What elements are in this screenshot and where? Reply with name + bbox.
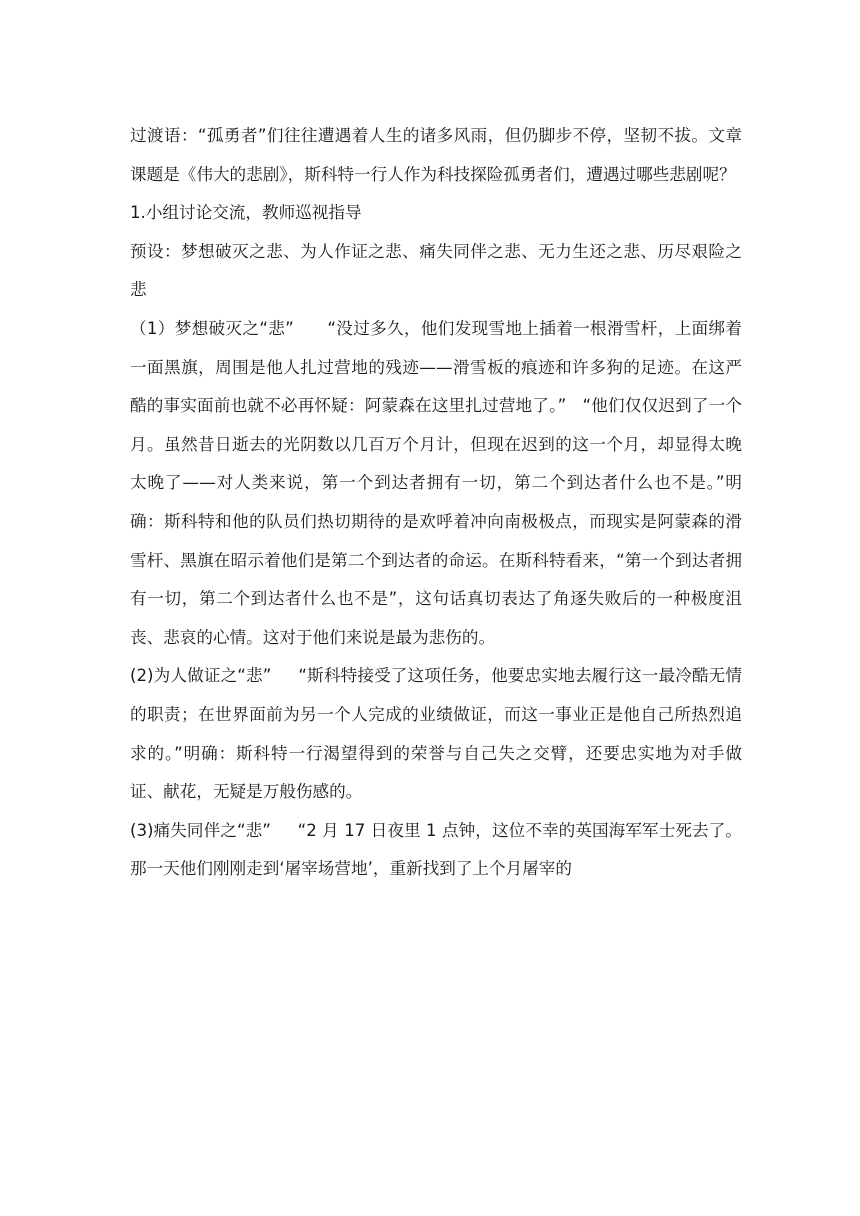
- document-body: [130, 117, 742, 889]
- paragraph-group-discussion: 1.小组讨论交流，教师巡视指导: [130, 203, 362, 223]
- paragraph-transition: 过渡语：“孤勇者”们往往遭遇着人生的诸多风雨，但仍脚步不停，坚韧不拔。文章课题是《伟大的悲剧》，斯科特一行人作为科技探险孤勇者们，遭遇过哪些悲剧呢？: [130, 126, 742, 184]
- paragraph-losing-companion: (3)痛失同伴之“悲” “2 月 17 日夜里 1 点钟，这位不幸的英国海军军士死去了。那一天他们刚刚走到‘屠宰场营地’，重新找到了上个月屠宰的: [130, 820, 742, 879]
- paragraph-preset: 预设：梦想破灭之悲、为人作证之悲、痛失同伴之悲、无力生还之悲、历尽艰险之悲: [130, 241, 742, 300]
- paragraph-dream-shattered: （1）梦想破灭之“悲” “没过多久，他们发现雪地上插着一根滑雪杆，上面绑着一面黑旗，周围是他人扎过营地的残迹——滑雪板的痕迹和许多狗的足迹。在这严酷的事实面前也就不必再怀疑：阿蒙森在这里扎过营地了。” “他们仅仅迟到了一个月。虽然昔日逝去的光阴数以几百万个月计，但现在迟到的这一个月，却显得太晚太晚了——对人类来说，第一个到达者拥有一切，第二个到达者什么也不是。”明确：斯科特和他的队员们热切期待的是欢呼着冲向南极极点，而现实是阿蒙森的滑雪杆、黑旗在昭示着他们是第二个到达者的命运。在斯科特看来，“第一个到达者拥有一切，第二个到达者什么也不是”，这句话真切表达了角逐失败后的一种极度沮丧、悲哀的心情。这对于他们来说是最为悲伤的。: [130, 318, 742, 647]
- paragraph-bearing-witness: (2)为人做证之“悲” “斯科特接受了这项任务，他要忠实地去履行这一最冷酷无情的职责；在世界面前为另一个人完成的业绩做证，而这一事业正是他自己所热烈追求的。”明确：斯科特一行渴望得到的荣誉与自己失之交臂，还要忠实地为对手做证、献花，无疑是万般伤感的。: [130, 666, 742, 802]
